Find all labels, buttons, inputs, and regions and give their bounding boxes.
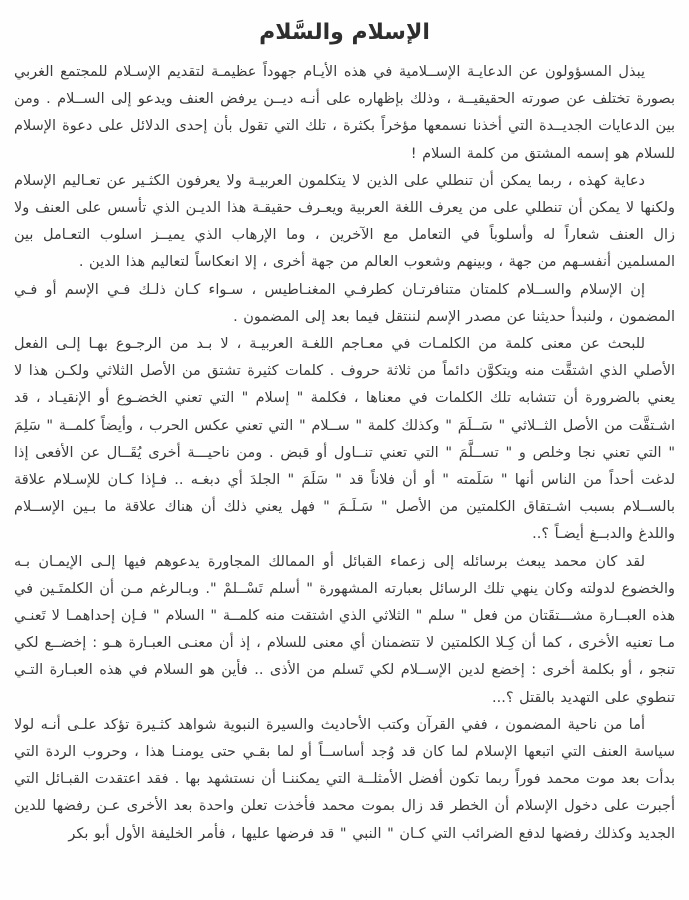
page-title: الإسلام والسَّلام <box>259 20 430 45</box>
body-paragraph: دعاية كهذه ، ربما يمكن أن تنطلي على الذين لا يتكلمون العربيـة ولا يعرفون الكثـير عن تعـاليم الإسلام ولكنها لا يمكن أن تنطلي على من يعرف اللغة العربية ويعـرف حقيقـة هذا الديـن الذي تأسس على العنف ولا زال العنف شعاراً له وأسلوباً في التعامل مع الآخرين ، وما الإرهاب الذي يميــز اسلوب التعـامل بين المسلمين أنفسـهم من جهة ، وبينهم وشعوب العالم من جهة أخرى ، إلا انعكاساً لتعاليم هذا الدين . <box>14 172 675 271</box>
body-paragraph: للبحث عن معنى كلمة من الكلمـات في معـاجم اللغـة العربيـة ، لا بـد من الرجـوع بهـا إلـى الفعل الأصلي الذي اشتقَّت منه ويتكوَّن دائماً من ثلاثة حروف . كلمات كثيرة تشتق من الأصل الثلاثي ولكـن هذا لا يعني بالضرورة أن تتشابه تلك الكلمات في معناها ، فكلمة " إسلام " التي تعني الخضـوع أو الإنقيـاد ، قد اشـتقَّت من الأصل الثــلاثي " سَــلَمَ " وكذلك كلمة " ســلام " التي تعني عكس الحرب ، وأيضاً كلمــة " سَلِمَ " التي تعني نجا وخلص و " تســلَّمَ " التي تعني تنــاول أو قبض . ومن ناحيـــة أخرى يُقَــال عن الأفعى إذا لدغت أحداً من الناس أنها " سَلَمته " أو أن فلاناً قد " سَلَمَ " الجلدَ أي دبغـه .. فـإذا كـان للإسـلام علاقة بالســلام بسبب اشـتقاق الكلمتين من الأصل " سَـلَـمَ " فهل يعني ذلك أن هناك علاقة ما بـين الإســلام واللدغ والدبــغ أيضـاً ؟.. <box>14 336 675 543</box>
body-paragraph: إن الإسلام والســلام كلمتان متنافرتـان كطرفـي المغنـاطيس ، سـواء كـان ذلـك فـي الإسم أو فـي المضمون ، ولنبدأ حديثنا عن مصدر الإسم لننتقل فيما بعد إلى المضمون . <box>14 281 675 325</box>
body-paragraph: لقد كان محمد يبعث برسائله إلى زعماء القبائل أو الممالك المجاورة يدعوهم فيها إلـى الإيمـان بـه والخضوع لدولته وكان ينهي تلك الرسائل بعبارته المشهورة " أسلم تَسْــلمْ ". وبـالرغم مـن أن الكلمتَـين في هذه العبــارة مشـــتقَتان من فعل " سلم " الثلاثي الذي اشتقت منه كلمــة " السلام " فـإن إحداهمـا لا تَعنـي مـا تعنيه الأخرى ، كما أن كِـلا الكلمتين لا تتضمنان أي معنى للسلام ، إذ أن معنـى العبـارة هـو : إخضــع لكي تنجو ، أو بكلمة أخرى : إخضع لدين الإســلام لكي تَسلم من الأذى .. فأين هو السلام في هذه العبـارة التـي تنطوي على التهديد بالقتل ؟... <box>14 553 675 706</box>
body-paragraph: أما من ناحية المضمون ، ففي القرآن وكتب الأحاديث والسيرة النبوية شواهد كثـيرة تؤكد علـى أنـه لولا سياسة العنف التي اتبعها الإسلام لما كان قد وُجد أساســاً أو لما بقـي حتى يومنـا هذا ، وحروب الردة التي بدأت بعد موت محمد فوراً ربما تكون أفضل الأمثلــة التي يمكننـا أن نستشهد بها . فقد اعتقدت القبـائل التي أجبرت على دخول الإسلام أن الخطر قد زال بموت محمد فأخذت تعلن واحدة بعد الأخرى عـن رفضها للدين الجديد وكذلك رفضها لدفع الضرائب التي كـان " النبي " قد فرضها عليها ، فأمر الخليفة الأول أبو بكر <box>14 716 675 842</box>
body-paragraph: يبذل المسؤولون عن الدعايـة الإســلامية في هذه الأيـام جهوداً عظيمـة لتقديم الإسـلام للمجتمع الغربي بصورة تختلف عن صورته الحقيقيــة ، وذلك بإظهاره على أنـه ديــن يرفض العنف ويدعو إلى الســلام . ومن بين الدعايات الجديــدة التي أخذنا نسمعها مؤخراً بكثرة ، تلك التي تقول بأن إحدى الدلائل على دعوة الإسلام للسلام هو إسمه المشتق من كلمة السلام ! <box>14 64 675 162</box>
